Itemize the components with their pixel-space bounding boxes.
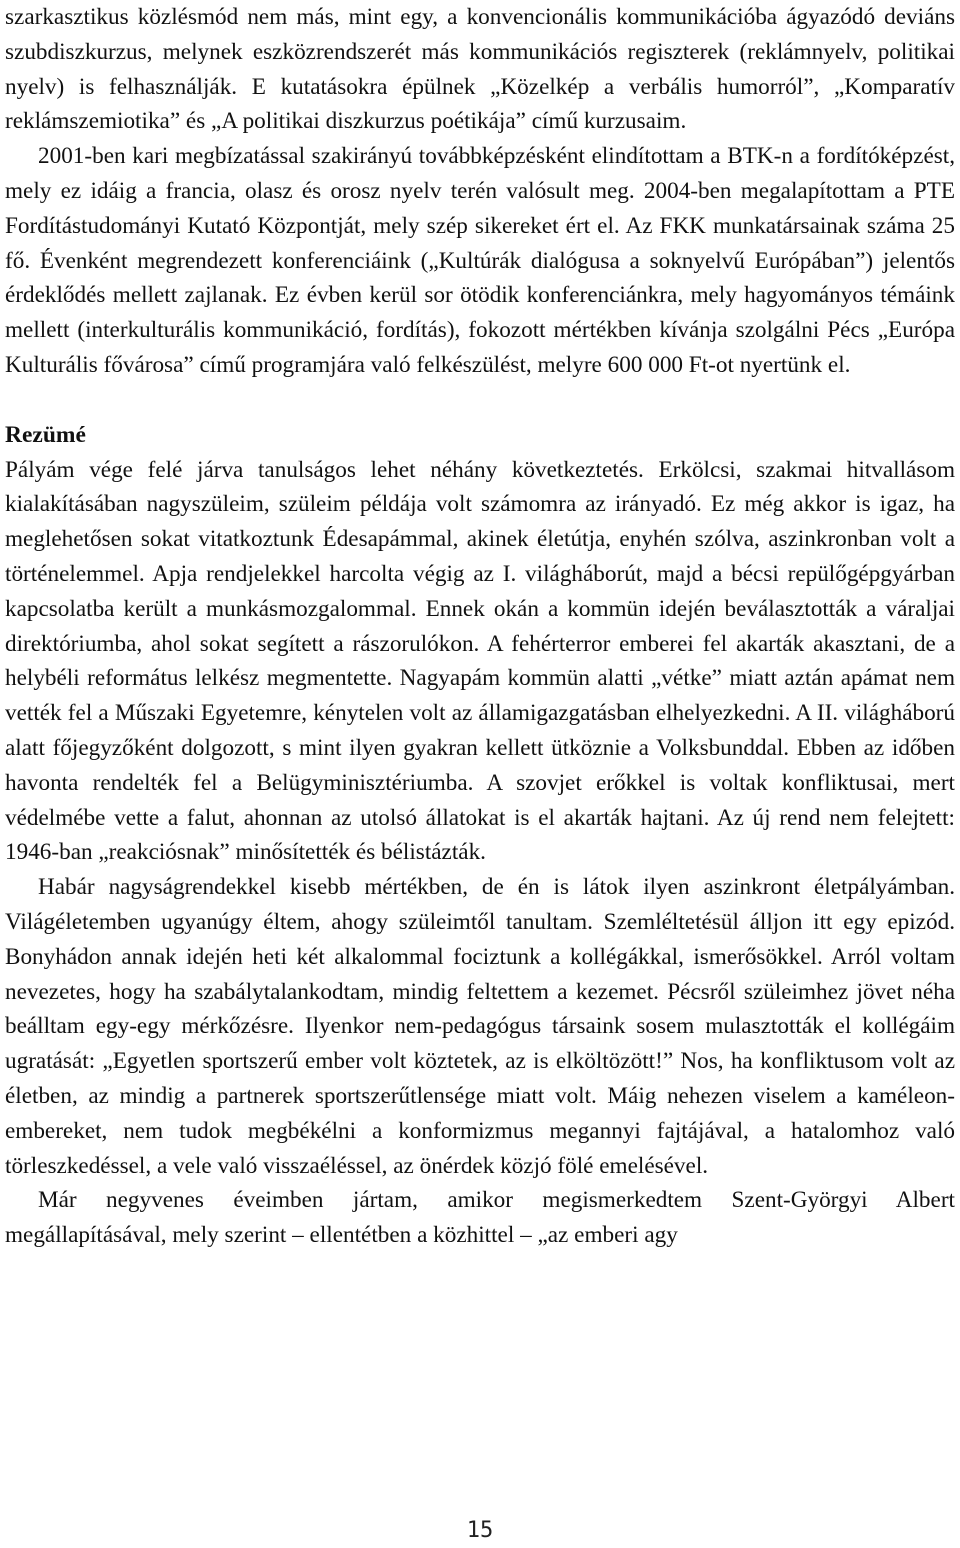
body-paragraph: 2001-ben kari megbízatással szakirányú továbbképzésként elindítottam a BTK-n a fordítóképzést, mely ez idáig a francia, olasz és orosz nyelv terén valósult meg. 2004-ben megalapítottam a PTE Fordítástudományi Kutató Központját, mely szép sikereket ért el. Az FKK munkatársainak száma 25 fő. Évenként megrendezett konferenciáink („Kultúrák dialógusa a soknyelvű Európában”) jelentős érdeklődés mellett zajlanak. Ez évben kerül sor ötödik konferenciánkra, mely hagyományos témáink mellett (interkulturális kommunikáció, fordítás), fokozott mértékben kívánja szolgálni Pécs „Európa Kulturális fővárosa” című programjára való felkészülést, melyre 600 000 Ft-ot nyertünk el. [5, 143, 955, 378]
body-paragraph: Pályám vége felé járva tanulságos lehet néhány következtetés. Erkölcsi, szakmai hitvallásom kialakításában nagyszüleim, szüleim példája volt számomra az irányadó. Ez még akkor is igaz, ha meglehetősen sokat vitatkoztunk Édesapámmal, akinek életútja, enyhén szólva, aszinkronban volt a történelemmel. Apja rendjelekkel harcolta végig az I. világháborút, majd a bécsi repülőgépgyárban kapcsolatba került a munkásmozgalommal. Ennek okán a kommün idején beválasztották a váraljai direktóriumba, ahol sokat segített a rászorulókon. A fehérterror emberei fel akarták akasztani, de a helybéli református lelkész megmentette. Nagyapám kommün alatti „vétke” miatt aztán apámat nem vették fel a Műszaki Egyetemre, kénytelen volt az államigazgatásban elhelyezkedni. A II. világháború alatt főjegyzőként dolgozott, s mint ilyen gyakran kellett ütköznie a Volksbunddal. Ebben az időben havonta rendelték fel a Belügyminisztériumba. A szovjet erőkkel is voltak konfliktusai, mert védelmébe vette a falut, ahonnan az utolsó állatokat is el akarták hajtani. Az új rend nem felejtett: 1946-ban „reakciósnak” minősítették és bélistázták. [5, 456, 955, 866]
section-heading: Rezümé [5, 421, 86, 448]
body-paragraph: Már negyvenes éveimben jártam, amikor megismerkedtem Szent-Györgyi Albert megállapításával, mely szerint – ellentétben a közhittel – „az emberi agy [5, 1187, 955, 1249]
body-paragraph: Habár nagyságrendekkel kisebb mértékben, de én is látok ilyen aszinkront életpályámban. Világéletemben ugyanúgy éltem, ahogy szüleimtől tanultam. Szemléltetésül álljon itt egy epizód. Bonyhádon annak idején heti két alkalommal fociztunk a kollégákkal, ismerősökkel. Arról voltam nevezetes, hogy ha szabálytalankodtam, mindig feltettem a kezemet. Pécsről szüleimhez jövet néha beálltam egy-egy mérkőzésre. Ilyenkor nem-pedagógus társaink sosem mulasztották el kollégáim ugratását: „Egyetlen sportszerű ember volt köztetek, az is elköltözött!” Nos, ha konfliktusom volt az életben, az mindig a partnerek sportszerűtlensége miatt volt. Máig nehezen viselem a kaméleon-embereket, nem tudok megbékélni a konformizmus megannyi fajtájával, a hatalomhoz való törleszkedéssel, a vele való visszaéléssel, az önérdek közjó fölé emelésével. [5, 874, 955, 1179]
body-paragraph: szarkasztikus közlésmód nem más, mint egy, a konvencionális kommunikációba ágyazódó deviáns szubdiszkurzus, melynek eszközrendszerét más kommunikációs regiszterek (reklámnyelv, politikai nyelv) is felhasználják. E kutatásokra épülnek „Közelkép a verbális humorról”, „Komparatív reklámszemiotika” és „A politikai diszkurzus poétikája” című kurzusaim. [5, 4, 955, 135]
page-number: 15 [466, 1518, 494, 1543]
document-page [5, 0, 955, 1253]
